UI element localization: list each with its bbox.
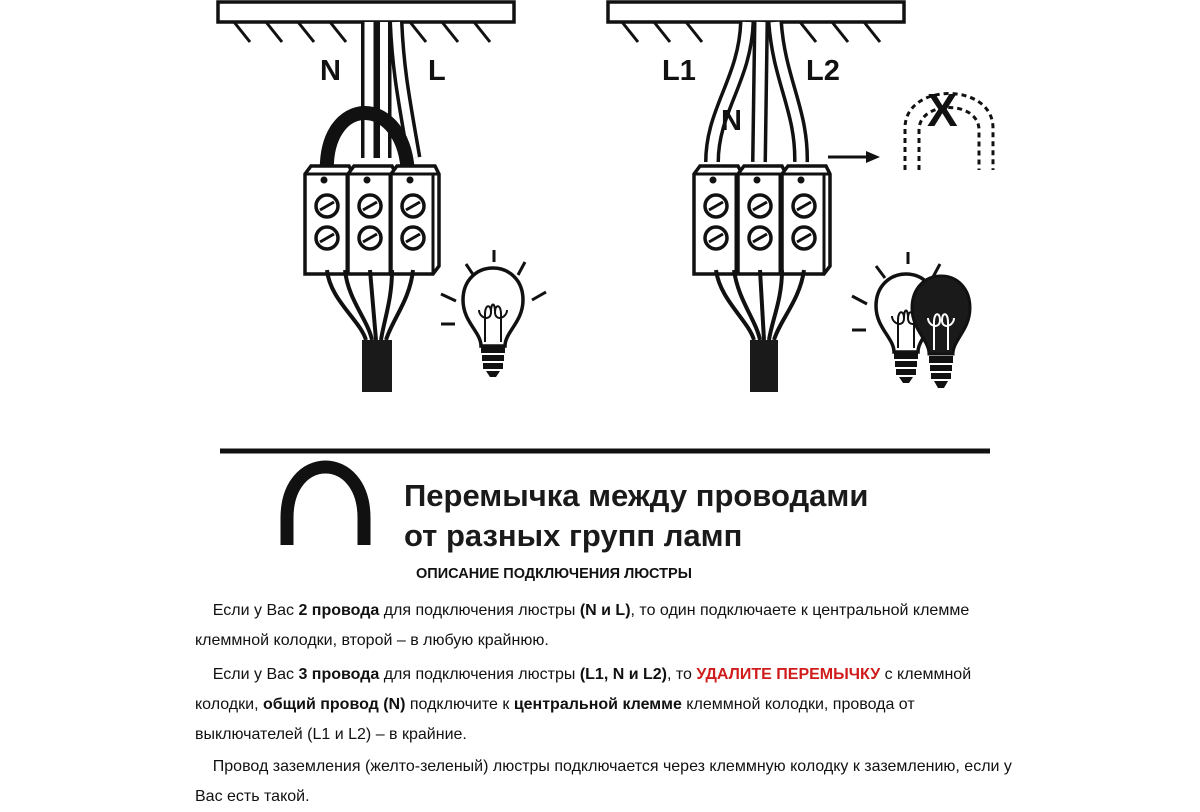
right-wiring-diagram <box>608 2 993 392</box>
left-ceiling <box>218 2 514 22</box>
remove-mark: X <box>927 84 958 136</box>
right-cable-sheath <box>750 340 778 392</box>
right-ceiling <box>608 2 904 22</box>
left-lamp-wires <box>327 270 413 340</box>
right-supply-wires <box>712 22 801 162</box>
removed-jumper-icon <box>905 84 993 170</box>
left-label-l: L <box>428 55 446 87</box>
left-lit-bulb-icon <box>441 250 546 377</box>
jumper-symbol-icon <box>287 467 364 545</box>
left-cable-sheath <box>362 340 392 392</box>
right-dark-bulb-icon <box>912 276 970 388</box>
legend-title-line-1: Перемычка между проводами <box>404 478 869 513</box>
paragraph-grounding: Провод заземления (желто-зеленый) люстры подключается через клеммную колодку к заземлению, если у Вас есть такой. <box>195 758 1012 805</box>
right-label-l1: L1 <box>662 55 696 87</box>
remove-jumper-warning: УДАЛИТЕ ПЕРЕМЫЧКУ <box>696 666 881 683</box>
right-terminal-block <box>694 166 830 274</box>
left-wiring-diagram <box>218 2 546 392</box>
arrow-icon <box>828 151 880 163</box>
legend-title-line-2: от разных групп ламп <box>404 518 743 553</box>
description-heading: ОПИСАНИЕ ПОДКЛЮЧЕНИЯ ЛЮСТРЫ <box>416 566 692 582</box>
paragraph-two-wires: Если у Вас 2 провода для подключения люстры (N и L), то один подключаете к центральной клемме клеммной колодки, второй – в любую крайнюю. <box>195 602 970 649</box>
right-lamp-wires <box>716 270 804 340</box>
legend-title <box>404 476 868 556</box>
right-label-l2: L2 <box>806 55 840 87</box>
left-label-n: N <box>320 55 341 87</box>
right-label-n: N <box>721 105 742 137</box>
paragraph-three-wires: Если у Вас 3 провода для подключения люстры (L1, N и L2), то УДАЛИТЕ ПЕРЕМЫЧКУ с клеммной колодки, общий провод (N) подключите к центральной клемме клеммной колодки, провода от выключателей (L1 и L2) – в крайние. <box>195 666 972 743</box>
left-terminal-block <box>305 166 439 274</box>
